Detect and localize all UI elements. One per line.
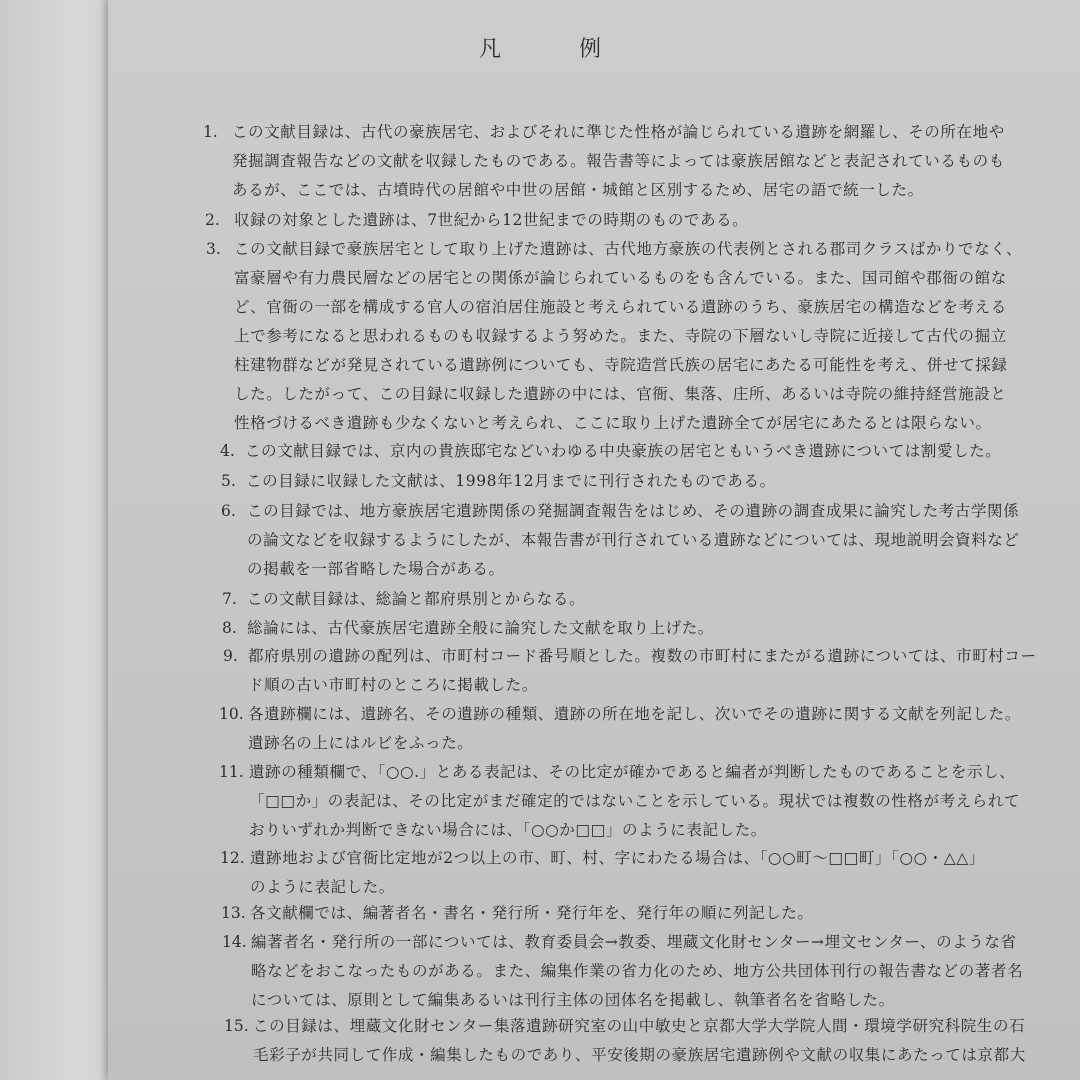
item-number: 15.	[224, 1017, 249, 1035]
item-text-line: 毛彩子が共同して作成・編集したものであり、平安後期の豪族居宅遺跡例や文献の収集にあたっては京都大	[253, 1046, 1026, 1064]
item-number: 9.	[223, 647, 238, 665]
item-number: 14.	[222, 933, 247, 951]
page-title: 凡 例	[478, 37, 629, 62]
item-text-line: した。したがって、この目録に収録した遺跡の中には、官衙、集落、庄所、あるいは寺院の維持経営施設と	[234, 385, 1007, 403]
item-text-line: 富豪層や有力農民層などの居宅との関係が論じられているものをも含んでいる。また、国司館や郡衙の館な	[234, 269, 1007, 287]
item-text-line: 上で参考になると思われるものも収録するよう努めた。また、寺院の下層ないし寺院に近接して古代の掘立	[234, 327, 1007, 345]
item-text-line: 略などをおこなったものがある。また、編集作業の省力化のため、地方公共団体刊行の報告書などの著者名	[251, 962, 1024, 980]
item-text-line: この目録は、埋蔵文化財センター集落遺跡研究室の山中敏史と京都大学大学院人間・環境学研究科院生の石	[253, 1017, 1026, 1035]
item-text-line: この目録に収録した文献は、1998年12月までに刊行されたものである。	[246, 472, 776, 490]
item-text-line: 各文献欄では、編著者名・書名・発行所・発行年を、発行年の順に列記した。	[250, 904, 814, 922]
item-number: 1.	[203, 123, 218, 141]
item-number: 8.	[222, 619, 237, 637]
item-number: 13.	[221, 904, 246, 922]
item-number: 12.	[220, 849, 245, 867]
item-text-line: については、原則として編集あるいは刊行主体の団体名を掲載し、執筆者名を省略した。	[251, 991, 895, 1009]
item-number: 4.	[220, 442, 235, 460]
item-text-line: この文献目録は、古代の豪族居宅、およびそれに準じた性格が論じられている遺跡を網羅し、その所在地や	[232, 123, 1005, 141]
item-text-line: 編著者名・発行所の一部については、教育委員会→教委、埋蔵文化財センター→埋文センター、のような省	[251, 933, 1017, 951]
item-text-line: おりいずれか判断できない場合には、「○○か□□」のように表記した。	[249, 821, 767, 839]
item-number: 10.	[219, 705, 244, 723]
item-text-line: 総論には、古代豪族居宅遺跡全般に論究した文献を取り上げた。	[247, 619, 714, 637]
item-number: 5.	[221, 472, 236, 490]
item-text-line: 柱建物群などが発見されている遺跡例についても、寺院造営氏族の居宅にあたる可能性を考え、併せて採録	[234, 356, 1008, 374]
item-text-line: この文献目録では、京内の貴族邸宅などいわゆる中央豪族の居宅ともいうべき遺跡については割愛した。	[245, 442, 1002, 460]
item-text-line: この目録では、地方豪族居宅遺跡関係の発掘調査報告をはじめ、その遺跡の調査成果に論究した考古学関係	[247, 502, 1020, 520]
item-text-line: 発掘調査報告などの文献を収録したものである。報告書等によっては豪族居館などと表記されているものも	[232, 152, 1005, 170]
item-text-line: 遺跡の種類欄で、「○○.」とある表記は、その比定が確かであると編者が判断したものであることを示し、	[249, 763, 1016, 781]
item-text-line: 収録の対象とした遺跡は、7世紀から12世紀までの時期のものである。	[234, 211, 749, 229]
item-text-line: 各遺跡欄には、遺跡名、その遺跡の種類、遺跡の所在地を記し、次いでその遺跡に関する文献を列記した。	[248, 705, 1021, 723]
item-number: 2.	[205, 211, 220, 229]
item-number: 6.	[221, 502, 236, 520]
item-text-line: この文献目録で豪族居宅として取り上げた遺跡は、古代地方豪族の代表例とされる郡司クラスばかりでなく、	[234, 240, 1023, 258]
item-number: 11.	[219, 763, 244, 781]
facing-page	[0, 0, 110, 1080]
item-number: 3.	[206, 240, 221, 258]
item-text-line: この文献目録は、総論と都府県別とからなる。	[247, 590, 586, 608]
item-text-line: あるが、ここでは、古墳時代の居館や中世の居館・城館と区別するため、居宅の語で統一した。	[232, 181, 924, 199]
item-text-line: 都府県別の遺跡の配列は、市町村コード番号順とした。複数の市町村にまたがる遺跡については、市町村コー	[248, 647, 1037, 665]
item-text-line: 遺跡名の上にはルビをふった。	[248, 734, 474, 752]
item-text-line: 性格づけるべき遺跡も少なくないと考えられ、ここに取り上げた遺跡全てが居宅にあたるとは限らない。	[234, 414, 992, 432]
item-text-line: 遺跡地および官衙比定地が2つ以上の市、町、村、字にわたる場合は、「○○町～□□町」「○○・△△」	[250, 849, 985, 867]
item-number: 7.	[222, 590, 237, 608]
item-text-line: ど、官衙の一部を構成する官人の宿泊居住施設と考えられている遺跡のうち、豪族居宅の構造などを考える	[234, 298, 1007, 316]
item-text-line: のように表記した。	[250, 878, 395, 896]
item-text-line: の掲載を一部省略した場合がある。	[247, 560, 505, 578]
item-text-line: の論文などを収録するようにしたが、本報告書が刊行されている遺跡などについては、現地説明会資料など	[247, 531, 1020, 549]
item-text-line: 「□□か」の表記は、その比定がまだ確定的ではないことを示している。現状では複数の性格が考えられて	[249, 792, 1021, 810]
item-text-line: ド順の古い市町村のところに掲載した。	[248, 676, 538, 694]
